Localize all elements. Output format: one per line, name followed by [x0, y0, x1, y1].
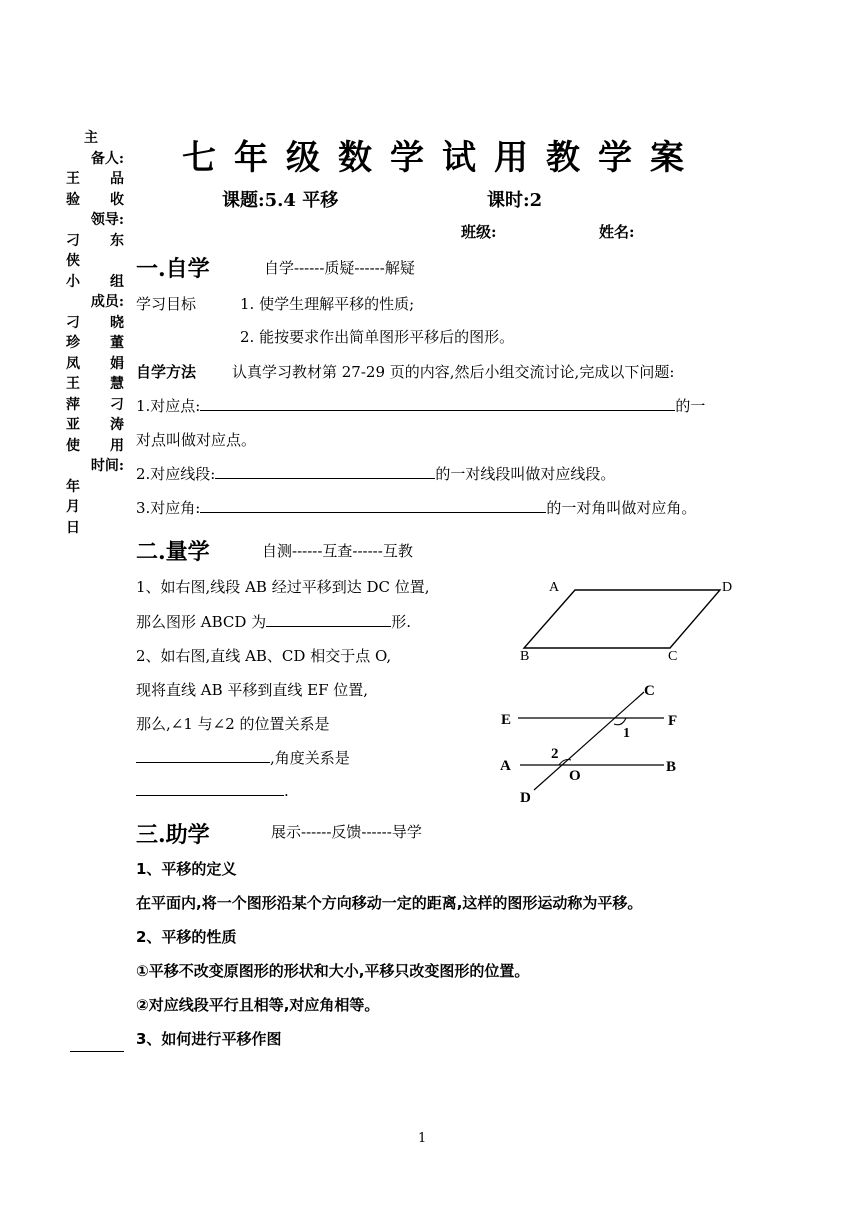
lesson-period: 课时:2: [487, 190, 543, 211]
sidebar-line: [66, 456, 124, 477]
sidebar-line: [66, 395, 124, 416]
sidebar-text: 凤: [66, 355, 80, 372]
problem-2-line-4: [136, 747, 350, 768]
lesson-topic: 课题:5.4 平移: [222, 190, 339, 211]
point-label-b: B: [520, 649, 530, 664]
class-label: 班级:: [461, 223, 497, 241]
sidebar-text: 萍: [66, 396, 80, 413]
sidebar-text: 用: [110, 437, 124, 454]
sidebar-text: 王: [66, 376, 80, 392]
problem-2-line-1: 2、如右图,直线 AB、CD 相交于点 O,: [136, 647, 392, 665]
question-2-prefix: 2.对应线段:: [136, 465, 216, 483]
sidebar-line: [66, 251, 124, 272]
page-title: 七年级数学试用教学案: [182, 138, 702, 178]
sidebar-text: 收: [110, 191, 124, 208]
question-3-suffix: 的一对角叫做对应角。: [546, 499, 697, 517]
sidebar-text: 晓: [110, 314, 124, 331]
angle-1-arc: [614, 718, 626, 725]
section-subtitle: 展示------反馈------导学: [271, 823, 422, 841]
sidebar-text: 珍: [66, 335, 80, 351]
question-1: [136, 395, 705, 416]
sidebar-line: [66, 518, 124, 539]
sidebar-text: 使: [66, 437, 80, 454]
question-1-prefix: 1.对应点:: [136, 397, 201, 415]
point-label-b: B: [666, 759, 677, 775]
sidebar-line: [66, 190, 124, 211]
sidebar-text: 小: [66, 273, 80, 290]
sidebar-line: [66, 333, 124, 354]
section-subtitle: 自测------互查------互教: [262, 542, 413, 560]
section-heading-self-study: 一.自学: [136, 256, 210, 282]
question-2: [136, 463, 615, 484]
sidebar-text: 备人:: [90, 150, 124, 167]
answer-blank[interactable]: [266, 612, 391, 627]
goal-2: 2. 能按要求作出简单图形平移后的图形。: [240, 328, 515, 346]
question-2-suffix: 的一对线段叫做对应线段。: [435, 465, 616, 483]
problem-1-prefix: 那么图形 ABCD 为: [136, 613, 267, 631]
answer-blank[interactable]: [200, 396, 675, 411]
sidebar-line: [66, 313, 124, 334]
property-1: ①平移不改变原图形的形状和大小,平移只改变图形的位置。: [136, 962, 530, 980]
problem-2-line-5: [136, 781, 289, 800]
answer-blank[interactable]: [215, 464, 435, 479]
line-cd: [534, 692, 644, 790]
answer-blank[interactable]: [136, 781, 284, 796]
problem-1-suffix: 形.: [391, 613, 411, 631]
name-label: 姓名:: [599, 223, 635, 241]
point-label-c: C: [644, 683, 655, 699]
sidebar-text: 领导:: [90, 212, 124, 228]
goals-label: 学习目标: [136, 295, 197, 313]
section-subtitle: 自学------质疑------解疑: [264, 259, 415, 277]
angle-label-2: 2: [551, 746, 559, 762]
sidebar-line: [66, 374, 124, 395]
question-3: [136, 497, 696, 518]
sidebar-line: [66, 231, 124, 252]
point-label-d: D: [722, 580, 733, 595]
sidebar-line: [66, 477, 124, 498]
point-label-f: F: [668, 713, 678, 729]
sidebar-text: 涛: [110, 417, 124, 433]
sidebar-text: 组: [110, 273, 124, 290]
sidebar-text: 品: [110, 171, 124, 187]
section-heading-measure: 二.量学: [136, 539, 210, 565]
sidebar-text: 刁: [66, 232, 80, 249]
sidebar-text: 东: [110, 232, 124, 249]
subheading-construction: 3、如何进行平移作图: [136, 1030, 282, 1048]
point-label-d: D: [520, 790, 531, 805]
problem-2-suffix-2: .: [284, 782, 289, 800]
sidebar-line: [66, 354, 124, 375]
sidebar-line: [66, 128, 124, 149]
method-text: 认真学习教材第 27-29 页的内容,然后小组交流讨论,完成以下问题:: [232, 363, 675, 381]
point-label-c: C: [668, 649, 678, 664]
sidebar-text: 侠: [66, 253, 80, 269]
sidebar-line: [66, 149, 124, 170]
sidebar-line: [66, 436, 124, 457]
sidebar-text: 月: [66, 499, 80, 515]
question-3-prefix: 3.对应角:: [136, 499, 201, 517]
sidebar-text: 王: [66, 171, 80, 187]
sidebar-text: 验: [66, 191, 80, 208]
sidebar-line: [66, 169, 124, 190]
sidebar-line: [66, 292, 124, 313]
intersecting-lines-figure: [496, 680, 696, 805]
sidebar-text: 娟: [110, 355, 124, 372]
point-label-e: E: [501, 712, 512, 728]
sidebar-line: [66, 210, 124, 231]
problem-1-line-2: [136, 611, 411, 632]
sidebar-text: 成员:: [90, 294, 124, 310]
question-1-suffix: 的一: [675, 397, 706, 415]
question-1-continued: 对点叫做对应点。: [136, 431, 257, 449]
sidebar-text: 慧: [110, 376, 124, 392]
sidebar-text: 董: [110, 335, 124, 351]
problem-2-suffix-1: ,角度关系是: [270, 749, 350, 767]
angle-label-1: 1: [623, 726, 630, 741]
sidebar-text: 刁: [66, 314, 80, 331]
answer-blank[interactable]: [200, 498, 546, 513]
goal-1: 1. 使学生理解平移的性质;: [240, 295, 415, 313]
translation-definition: 在平面内,将一个图形沿某个方向移动一定的距离,这样的图形运动称为平移。: [136, 894, 643, 912]
problem-2-line-3: 那么,∠1 与∠2 的位置关系是: [136, 715, 330, 733]
sidebar-line: [66, 415, 124, 436]
sidebar-text: 日: [66, 519, 80, 536]
point-label-o: O: [569, 768, 581, 784]
sidebar-text: 年: [66, 478, 80, 495]
sidebar-divider: [70, 1051, 124, 1052]
section-heading-assist: 三.助学: [136, 822, 210, 848]
subheading-properties: 2、平移的性质: [136, 928, 237, 946]
problem-2-line-2: 现将直线 AB 平移到直线 EF 位置,: [136, 681, 369, 699]
page-number: 1: [418, 1131, 427, 1146]
point-label-a: A: [549, 580, 560, 595]
sidebar-text: 刁: [110, 396, 124, 413]
sidebar-text: 亚: [66, 417, 80, 433]
method-label: 自学方法: [136, 363, 197, 381]
property-2: ②对应线段平行且相等,对应角相等。: [136, 996, 380, 1014]
answer-blank[interactable]: [136, 748, 270, 763]
sidebar-text: 主: [84, 130, 98, 146]
parallelogram-figure: [510, 572, 740, 667]
sidebar-text: 时间:: [90, 458, 124, 474]
point-label-a: A: [500, 758, 511, 774]
sidebar-line: [66, 272, 124, 293]
sidebar-line: [66, 497, 124, 518]
staff-sidebar: [66, 128, 124, 538]
subheading-definition: 1、平移的定义: [136, 860, 237, 878]
problem-1-line-1: 1、如右图,线段 AB 经过平移到达 DC 位置,: [136, 578, 430, 596]
parallelogram-shape: [524, 590, 720, 648]
